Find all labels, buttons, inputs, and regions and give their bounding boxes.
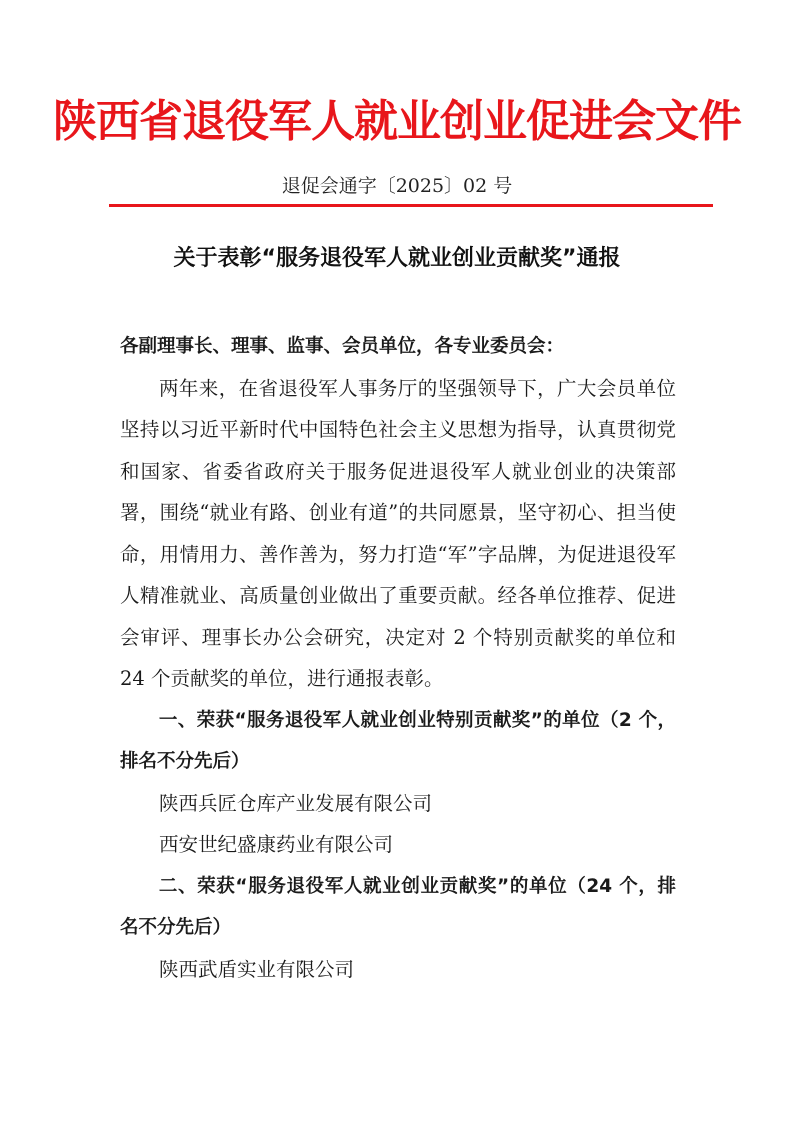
org-header-title: 陕西省退役军人就业创业促进会文件 bbox=[53, 96, 741, 147]
award-unit: 陕西兵匠仓库产业发展有限公司 bbox=[159, 791, 433, 815]
salutation: 各副理事长、理事、监事、会员单位，各专业委员会： bbox=[120, 336, 565, 357]
award-unit: 西安世纪盛康药业有限公司 bbox=[159, 833, 394, 856]
section-heading-special-award: 一、荣获“服务退役军人就业创业特别贡献奖”的单位（2 个，排名不分先后） bbox=[120, 709, 676, 772]
award-unit: 陕西武盾实业有限公司 bbox=[159, 957, 355, 981]
intro-paragraph: 两年来，在省退役军人事务厅的坚强领导下，广大会员单位坚持以习近平新时代中国特色社会主义思想为指导，认真贯彻党和国家、省委省政府关于服务促进退役军人就业创业的决策部署，围绕“就业有路、创业有道”的共同愿景，坚守初心、担当使命，用情用力、善作善为，努力打造“军”字品牌，为促进退役军人精准就业、高质量创业做出了重要贡献。经各单位推荐、促进会审评、理事长办公会研究，决定对 2 个特别贡献奖的单位和 24 个贡献奖的单位，进行通报表彰。 bbox=[120, 376, 676, 690]
document-number: 退促会通字〔2025〕02 号 bbox=[281, 175, 513, 197]
document-body bbox=[120, 326, 676, 990]
red-header-divider bbox=[109, 204, 713, 207]
section-heading-contribution-award: 二、荣获“服务退役军人就业创业贡献奖”的单位（24 个，排名不分先后） bbox=[120, 875, 676, 938]
notice-title: 关于表彰“服务退役军人就业创业贡献奖”通报 bbox=[173, 246, 621, 271]
